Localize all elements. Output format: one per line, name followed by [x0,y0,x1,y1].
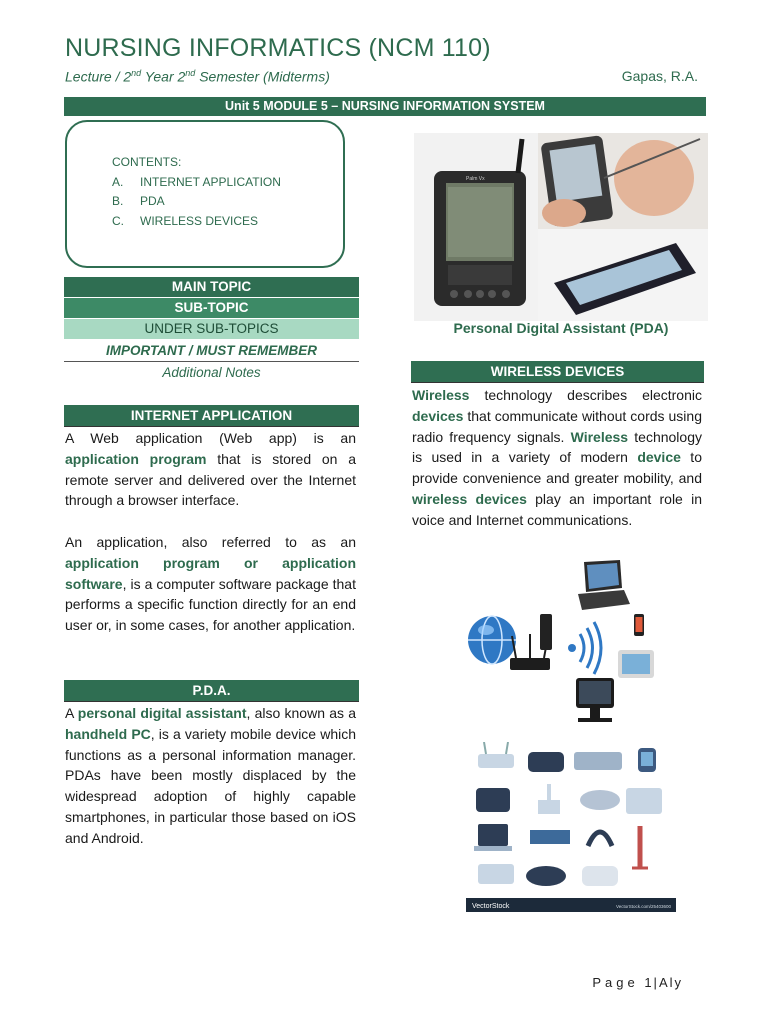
wireless-network-image [466,558,662,730]
contents-heading: CONTENTS: [112,155,182,169]
headphones-icon [588,832,612,846]
pda-image-caption: Personal Digital Assistant (PDA) [453,320,669,336]
section-heading-wireless-devices: WIRELESS DEVICES [411,361,704,383]
page-footer: Page 1|Aly [592,975,683,990]
legend-important: IMPORTANT / MUST REMEMBER [64,340,359,362]
section-heading-pda: P.D.A. [64,680,359,702]
satellite-icon [530,830,570,844]
tower-icon [632,826,648,868]
laptop-small-icon [474,824,512,851]
modem-icon [540,614,552,650]
tablet-icon [618,650,654,678]
joystick-icon [538,784,560,814]
drone-icon [580,790,620,810]
unit-banner: Unit 5 MODULE 5 – NURSING INFORMATION SYSTEM [64,97,706,116]
globe-icon [468,616,516,664]
pda-image [414,133,708,321]
phone-icon [528,752,564,772]
document-title: NURSING INFORMATICS (NCM 110) [65,34,491,62]
wifi-signal-icon [568,622,601,674]
smartphone-icon [634,614,644,636]
internet-application-paragraph-2: An application, also referred to as an application program or application software, is a computer software package that performs a specific function directly for an end user or, in some cases, for another application. [65,534,356,634]
scanner-icon [478,864,514,884]
printer-icon [626,788,662,814]
card-terminal-icon [476,788,510,812]
laptop-icon [578,560,630,610]
contents-item: A. INTERNET APPLICATION [112,174,281,189]
keyboard-icon [574,752,622,770]
pda-paragraph: A personal digital assistant, also known as a handheld PC, is a variety mobile device which functions as a personal information manager. PDAs have been mostly displaced by the widespread adoption of highly capable smartphones, in particular those based on iOS and Android. [65,705,356,846]
legend-additional-notes: Additional Notes [162,365,261,380]
contents-item: B. PDA [112,194,165,208]
document-subtitle: Lecture / 2nd Year 2nd Semester (Midterms) [65,68,330,85]
contents-list [112,153,281,231]
legend-main-topic: MAIN TOPIC [64,277,359,297]
vectorstock-id: VectorStock.com/25403600 [616,904,672,909]
author-name: Gapas, R.A. [621,68,698,84]
legend-sub-topic: SUB-TOPIC [64,298,359,318]
contents-item: C. WIRELESS DEVICES [112,213,259,228]
wifi-router-icon [478,742,514,768]
internet-application-paragraph-1: A Web application (Web app) is an application program that is stored on a remote server and delivered over the Internet through a browser interface. [65,430,356,509]
section-heading-internet-application: INTERNET APPLICATION [64,405,359,427]
wireless-devices-icons-image [466,742,676,912]
legend-under-sub-topics: UNDER SUB-TOPICS [64,319,359,339]
vectorstock-brand: VectorStock [472,903,510,910]
svg-text:Palm Vx: Palm Vx [466,176,485,182]
watch-icon [638,748,656,772]
speaker-icon [582,866,618,886]
wireless-paragraph: Wireless technology describes electronic devices that communicate without cords using radio frequency signals. Wireless technology is used in a variety of modern device to provide convenience and greater mobility, and wireless devices play an important role in voice and Internet communications. [412,387,702,528]
desktop-monitor-icon [576,678,614,722]
gamepad-icon [526,866,566,886]
